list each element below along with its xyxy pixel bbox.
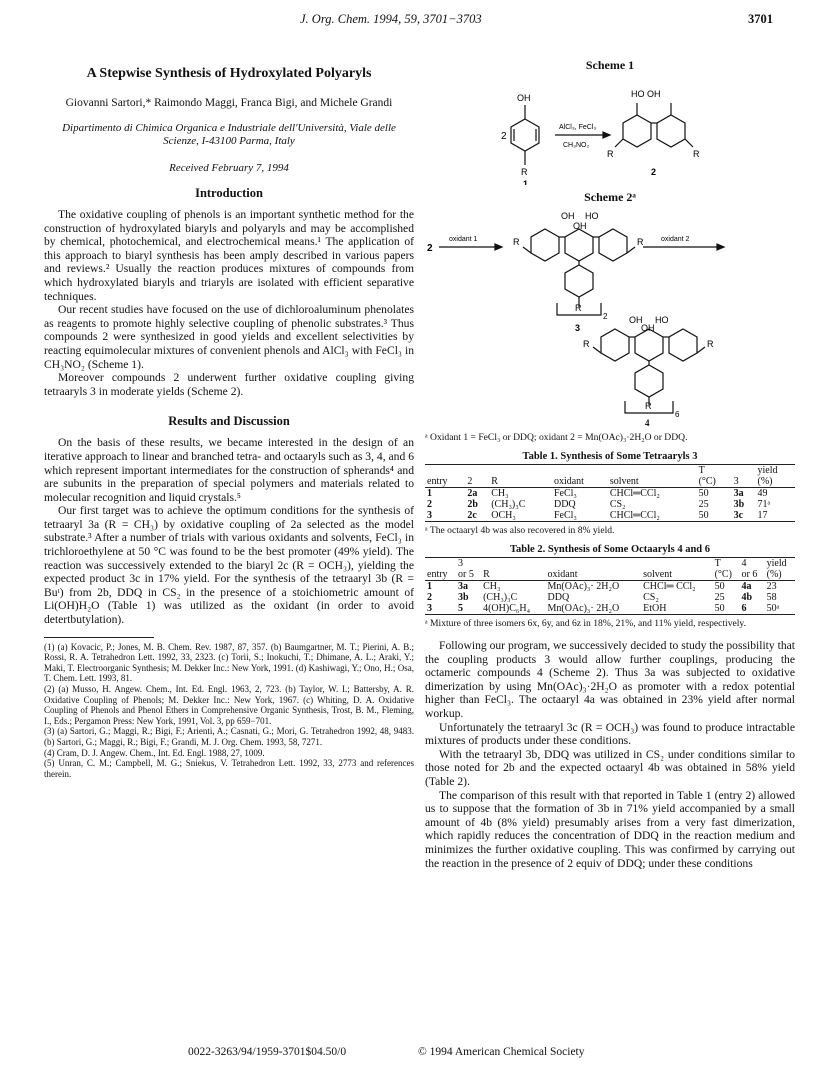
table-cell: (CH₃)₃C — [491, 499, 526, 510]
table-cell: CHCl═CCl₂ — [608, 510, 697, 522]
compound-4-label: 4 — [645, 418, 650, 428]
table-cell: 1 — [427, 488, 432, 499]
paragraph: On the basis of these results, we became interested in the design of an iterative approach to linear and branched tetra- and octaaryls such as 3, 4, and 6 which represent important intermediates for the construction of spherands⁴ and are subunits in the preparation of special polymers and materials related to molecular recognition and liquid crystals.⁵ — [44, 436, 414, 504]
table-cell: FeCl₃ — [552, 510, 608, 522]
table-cell: CS₂ — [643, 592, 659, 603]
column-header: or 6 — [740, 569, 765, 581]
solvent-label: CH₃NO₂ — [563, 142, 590, 149]
table-cell: Mn(OAc)₃· 2H₂O — [547, 581, 620, 592]
column-header: oxidant — [546, 569, 642, 581]
table-cell: 1 — [427, 581, 432, 592]
table-row — [425, 499, 795, 510]
paragraph: Moreover compounds 2 underwent further oxidative coupling giving tetraaryls 3 in moderate yields (Scheme 2). — [44, 371, 414, 398]
oh-label: OH — [517, 93, 531, 103]
table-1-footnote: ᵃ The octaaryl 4b was also recovered in 8% yield. — [425, 525, 615, 536]
table-cell: 50 — [713, 603, 740, 615]
column-header: oxidant — [552, 476, 608, 488]
table-row — [425, 581, 795, 593]
column-header: T — [697, 465, 732, 477]
table-cell: CHCl═CCl₂ — [609, 488, 660, 499]
paragraph: Our recent studies have focused on the use of dichloroaluminum phenolates as reagents to promote highly selective coupling of phenolic substrates.³ Thus compounds 2 were synthesized in good yields and excellent selectivities by reacting equimolecular mixtures of convenient phenols and AlCl₃ with FeCl₃ in CH₃NO₂ (Scheme 1). — [44, 303, 414, 371]
table-cell: 3a — [733, 488, 744, 499]
oh-label: OH — [641, 323, 655, 333]
table-cell: OCH₃ — [489, 510, 552, 522]
scheme-1-title: Scheme 1 — [585, 58, 635, 72]
compound-1-label: 1 — [523, 179, 529, 185]
table-row — [425, 603, 795, 615]
table-cell: 50ᵃ — [765, 603, 795, 615]
paragraph: Unfortunately the tetraaryl 3c (R = OCH₃) was found to produce intractable mixtures of products under these conditions. — [425, 720, 795, 748]
r-label: R — [607, 149, 614, 159]
table-cell: 3c — [732, 510, 756, 522]
table-cell: 3b — [733, 499, 745, 510]
column-header: 3 — [456, 558, 481, 570]
table-cell: 2a — [467, 488, 478, 499]
column-header: entry — [425, 476, 465, 488]
section-heading-introduction: Introduction — [195, 186, 263, 200]
scheme-1-structure — [425, 75, 795, 185]
table-cell: 23 — [766, 581, 777, 592]
footnotes — [44, 642, 414, 780]
scheme-2-title: Scheme 2ᵃ — [584, 190, 636, 204]
table-cell: 2c — [465, 510, 489, 522]
footnote: (4) Cram, D. J. Angew. Chem., Int. Ed. Engl. 1988, 27, 1009. — [44, 747, 265, 758]
reagent-label: AlCl₃, FeCl₃ — [559, 124, 597, 131]
column-header: solvent — [608, 476, 697, 488]
oxidant-2-label: oxidant 2 — [661, 236, 690, 243]
table-cell: CS₂ — [609, 499, 626, 510]
oxidant-1-label: oxidant 1 — [449, 236, 478, 243]
journal-citation: J. Org. Chem. 1994, 59, 3701−3703 — [300, 12, 482, 26]
column-header: (%) — [756, 476, 795, 488]
table-cell: Mn(OAc)₃· 2H₂O — [546, 603, 642, 615]
table-cell: 4b — [741, 592, 753, 603]
footnote: (2) (a) Musso, H. Angew. Chem., Int. Ed. Engl. 1963, 2, 723. (b) Taylor, W. I.; Battersby, A. R. Oxidative Coupling of Phenols; M. Dekker Inc.: New York, 1967. (c) Whiting, D. A. Oxidative Coupling of Phenols and Phenol Ethers in Comprehensive Organic Synthesis, Trost, B. M., Fleming, I., Eds.; Pergamon Press: New York, 1991, Vol. 3, pp 659−701. — [44, 684, 414, 726]
table-cell: FeCl₃ — [553, 488, 577, 499]
column-header: (°C) — [713, 569, 740, 581]
running-header — [0, 8, 820, 30]
footnote: (5) Unran, C. M.; Campbell, M. G.; Sniekus, V. Tetrahedron Lett. 1992, 33, 2773 and references therein. — [44, 758, 414, 779]
column-header: (°C) — [697, 476, 732, 488]
table-cell: 3a — [458, 581, 469, 592]
column-header: 2 — [465, 476, 489, 488]
paragraph: The oxidative coupling of phenols is an important synthetic method for the construction of hydroxylated biaryls and polyaryls and may be accomplished by chemical, photochemical, and electrochemical means.¹ The application of this approach to biaryl synthesis has been amply described in various papers and reviews.² Usually the reaction produces mixtures of compounds from which hydroxylated biaryls and triaryls are isolated with efficient separative techniques. — [44, 208, 414, 303]
oh-label: OH — [561, 211, 575, 221]
scheme-2-footnote: ᵃ Oxidant 1 = FeCl₃ or DDQ; oxidant 2 = Mn(OAc)₃·2H₂O or DDQ. — [425, 432, 688, 443]
affiliation: Dipartimento di Chimica Organica e Industriale dell'Università, Viale delle Scienze, I-43100 Parma, Italy — [62, 122, 396, 147]
received-date: Received February 7, 1994 — [169, 162, 289, 174]
left-column — [44, 58, 414, 779]
scheme-2-structure — [425, 207, 795, 417]
table-cell: 4(OH)C₆H₄ — [481, 603, 545, 615]
table-cell: 3 — [425, 510, 465, 522]
column-header: or 5 — [456, 569, 481, 581]
hooh-label: HO OH — [631, 89, 661, 99]
page-number: 3701 — [748, 12, 773, 26]
oh-label: OH — [573, 221, 587, 231]
table-row — [425, 488, 795, 500]
compound-2-label: 2 — [651, 167, 657, 177]
table-cell: 50 — [698, 488, 709, 499]
ho-label: HO — [655, 315, 669, 325]
table-1 — [425, 464, 795, 522]
table-cell: 2 — [427, 499, 432, 510]
coefficient-label: 2 — [501, 131, 507, 142]
compound-3-label: 3 — [575, 323, 581, 333]
table-cell: (CH₃)₃C — [483, 592, 518, 603]
section-heading-results: Results and Discussion — [168, 414, 290, 429]
article-code: 0022-3263/94/1959-3701$04.50/0 — [188, 1046, 347, 1058]
column-header: yield — [756, 465, 795, 477]
r-label: R — [583, 339, 590, 349]
footnote-divider — [44, 637, 154, 638]
table-cell: 2 — [427, 592, 432, 603]
paragraph: The comparison of this result with that reported in Table 1 (entry 2) allowed us to suppose that the formation of 3b in 71% yield accompanied by a small amount of 4b (8% yield) presumably arises from a very fast dimerization, which rapidly reduces the concentration of DDQ in the reaction medium and minimizes the further oxidative coupling. This was confirmed by carrying out the reaction in the presence of 2 equiv of DDQ; under these conditions — [425, 788, 795, 870]
column-header: R — [489, 476, 552, 488]
table-cell: CHCl═ CCl₂ — [643, 581, 696, 592]
table-cell: 6 — [740, 603, 765, 615]
author-list: Giovanni Sartori,* Raimondo Maggi, Franca Bigi, and Michele Grandi — [65, 97, 393, 109]
table-cell: 50 — [714, 581, 725, 592]
table-2-caption: Table 2. Synthesis of Some Octaaryls 4 and 6 — [509, 544, 710, 555]
table-cell: 49 — [757, 488, 768, 499]
column-header: T — [713, 558, 740, 570]
column-header: 4 — [740, 558, 765, 570]
table-cell: EtOH — [641, 603, 712, 615]
r-label: R — [513, 237, 520, 247]
table-cell: DDQ — [547, 592, 570, 603]
table-cell: 4a — [741, 581, 752, 592]
r-label: R — [637, 237, 644, 247]
paragraph: Our first target was to achieve the optimum conditions for the synthesis of tetraaryl 3a (R = CH₃) by oxidative coupling of 2a selected as the model substrate.³ After a number of trials with various oxidants and solvents, FeCl₃ in trichloroethylene at 50 °C was found to be the best promoter (49% yield). The reaction was successively extended to the biaryl 2c (R = OCH₃), yielding the expected product 3c in 17% yield. For the synthesis of the tetraaryl 3b (R = Buᵗ) from 2b, DDQ in CS₂ in the presence of a stoichiometric amount of Li(OH)H₂O (Table 1) was utilized as the oxidant (in order to avoid detertbutylation). — [44, 504, 414, 627]
table-cell: 25 — [714, 592, 725, 603]
table-cell: 3 — [425, 603, 456, 615]
table-cell: 71ᵃ — [757, 499, 771, 510]
table-cell: 3b — [458, 592, 469, 603]
r-label: R — [707, 339, 714, 349]
table-cell: CH₃ — [483, 581, 501, 592]
r-label: R — [693, 149, 700, 159]
column-header: entry — [425, 569, 456, 581]
table-cell: 17 — [756, 510, 795, 522]
right-column — [425, 58, 795, 870]
column-header: solvent — [641, 569, 712, 581]
r-label: R — [521, 167, 528, 177]
subscript-2: 2 — [603, 312, 608, 321]
table-1-caption: Table 1. Synthesis of Some Tetraaryls 3 — [522, 451, 698, 462]
table-cell: 2b — [467, 499, 478, 510]
table-cell: 25 — [698, 499, 709, 510]
table-2 — [425, 557, 795, 615]
footnote: (1) (a) Kovacic, P.; Jones, M. B. Chem. Rev. 1987, 87, 357. (b) Baumgartner, M. T.; Pierini, A. B.; Rossi, R. A. Tetrahedron Lett. 1992, 33, 2323. (c) Torii, S.; Inokuchi, T.; Dhimane, A. L.; Araki, Y.; Maki, T. Electroorganic Synthesis; M. Dekker Inc.: New York, 1991. (d) Kashiwagi, Y.; Ono, H.; Osa, T. Chem. Lett. 1993, 81. — [44, 641, 414, 684]
table-row — [425, 592, 795, 603]
paragraph: With the tetraaryl 3b, DDQ was utilized in CS₂ under conditions similar to those noted for 2b and the expected octaaryl 4b was obtained in 58% yield (Table 2). — [425, 747, 795, 788]
table-cell: 58 — [766, 592, 777, 603]
copyright: © 1994 American Chemical Society — [418, 1046, 585, 1058]
table-row — [425, 510, 795, 522]
column-header: R — [481, 569, 545, 581]
column-header: yield — [765, 558, 795, 570]
column-header: 3 — [732, 476, 756, 488]
table-cell: CH₃ — [491, 488, 509, 499]
table-cell: 50 — [697, 510, 732, 522]
start-compound-label: 2 — [427, 243, 433, 254]
table-cell: DDQ — [553, 499, 576, 510]
table-2-footnote: ᵃ Mixture of three isomers 6x, 6y, and 6z in 18%, 21%, and 11% yield, respectively. — [425, 618, 747, 629]
oh-label: OH — [629, 315, 643, 325]
ho-label: HO — [585, 211, 599, 221]
r-label: R — [645, 401, 652, 411]
column-header: (%) — [765, 569, 795, 581]
article-title: A Stepwise Synthesis of Hydroxylated Polyaryls — [86, 66, 372, 81]
subscript-6: 6 — [675, 410, 680, 417]
footnote: (3) (a) Sartori, G.; Maggi, R.; Bigi, F.; Arienti, A.; Casnati, G.; Mori, G. Tetrahedron 1992, 48, 9483. (b) Sartori, G.; Maggi, R.; Bigi, F.; Grandi, M. J. Org. Chem. 1993, 58, 7271. — [44, 726, 414, 747]
table-cell: 5 — [456, 603, 481, 615]
paragraph: Following our program, we successively decided to study the possibility that the coupling products 3 would allow further couplings, producing the octameric compounds 4 (Scheme 2). Thus 3a was subjected to oxidative dimerization by using Mn(OAc)₃·2H₂O as promoter with a redox potential higher than FeCl₃. The octaaryl 4a was obtained in 23% yield after normal workup. — [425, 639, 795, 720]
r-label: R — [575, 303, 582, 313]
